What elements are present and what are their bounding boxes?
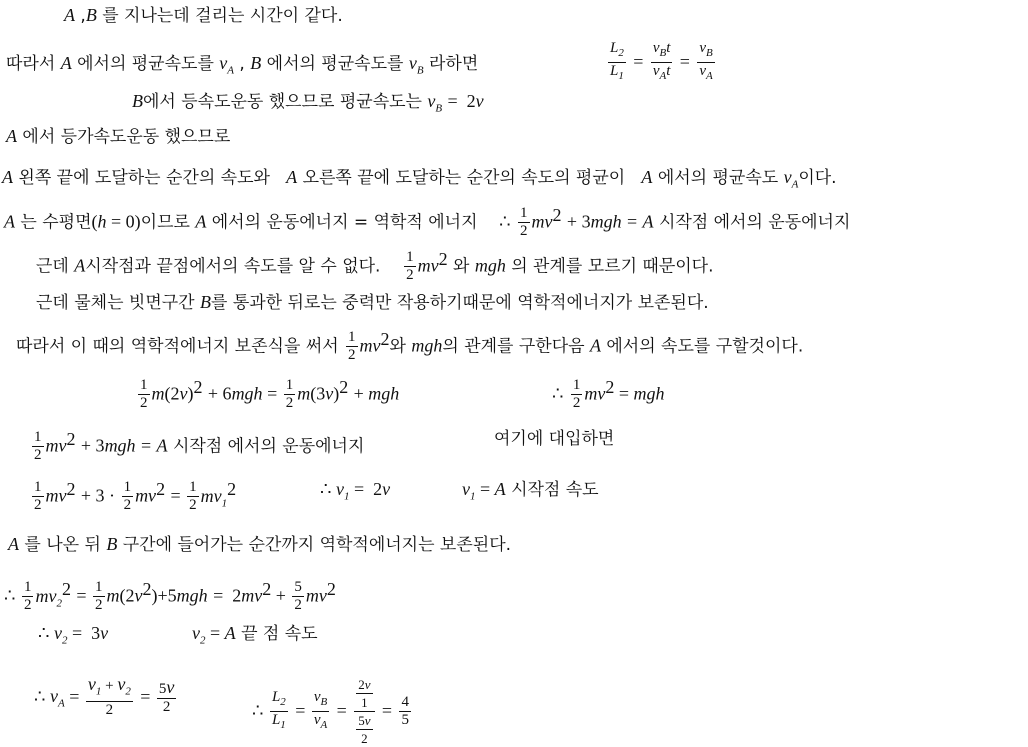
text-s7c: 와 (452, 256, 470, 277)
line-11: $\frac{1}{2}$ $mv^2 + 3mgh = A$ 시작점 에서의 운동에너지 (34, 429, 365, 464)
text-s8a: 근데 물체는 빗면구간 (36, 293, 195, 313)
text-s15a: 끝 점 속도 (241, 624, 318, 644)
text-s4: 에서 등가속도운동 했으므로 (22, 127, 231, 147)
line-3: B에서 등속도운동 했으므로 평균속도는 $v_B = 2v$ (132, 91, 484, 115)
line-12-note: $v_1 = A$ 시작점 속도 (462, 479, 599, 503)
text-s2a: 따라서 (6, 54, 56, 74)
line-15-note: $v_2 = A$ 끝 점 속도 (192, 623, 318, 647)
text-s6c: 에서의 운동에너지 = 역학적 에너지 (211, 212, 478, 233)
compound-fraction: $\frac{\frac{2v}{1}}{\frac{5v}{2}}$ (354, 676, 374, 747)
line-13: A 를 나온 뒤 B 구간에 들어가는 순간까지 역학적에너지는 보존된다. (8, 534, 512, 555)
line-6: A 는 수평면(h = 0)이므로 A 에서의 운동에너지 = 역학적 에너지 ∴ $\frac{1}{2}$ $mv^2 + 3mgh = A$ 시작점 에서의 운동에너지 (4, 205, 851, 240)
line-7: 근데 A시작점과 끝점에서의 속도를 알 수 없다. $\frac{1}{2}$ $mv^2$ 와 mgh 의 관계를 모르기 때문이다. (36, 249, 714, 284)
line-2: 따라서 A 에서의 평균속도를 $v_A$ , B 에서의 평균속도를 $v_B$ 라하면 (6, 53, 479, 77)
text-s7a: 근데 (36, 256, 69, 277)
text-s1: 를 지나는데 걸리는 시간이 같다. (102, 6, 343, 26)
text-s2d: 라하면 (428, 54, 479, 74)
line-12-result: ∴ $v_1 = 2v$ (320, 479, 391, 503)
text-s5a: 왼쪽 끝에 도달하는 순간의 속도와 (18, 168, 270, 188)
text-s5d: 이다. (798, 168, 837, 188)
line-8: 근데 물체는 빗면구간 B를 통과한 뒤로는 중력만 작용하기때문에 역학적에너지가 보존된다. (36, 292, 709, 313)
text-s6a: 는 수평면 (20, 212, 92, 233)
text-s11b: 여기에 대입하면 (494, 429, 615, 449)
text-s9c: 의 관계를 구한다음 (442, 336, 585, 357)
text-s6d: 시작점 에서의 운동에너지 (658, 212, 851, 233)
line-11b (494, 428, 614, 450)
line-16-ratio: ∴ $\frac{L_2}{L_1}$ = $\frac{v_B}{v_A}$ = $\frac{\frac{2v}{1}}{\frac{5v}{2}}$ = $\frac{4}{5}$ (252, 677, 409, 746)
text-s11a: 시작점 에서의 운동에너지 (172, 436, 365, 457)
text-s2b: 에서의 평균속도를 (77, 54, 214, 74)
line-10-result: ∴ $\frac{1}{2}$ $mv^2$ = mgh (552, 377, 665, 412)
line-1: A ,B 를 지나는데 걸리는 시간이 같다. (64, 5, 343, 26)
text-s3a: 에서 등속도운동 했으므로 평균속도는 (143, 92, 422, 112)
text-s13b: 구간에 들어가는 순간까지 역학적에너지는 보존된다. (122, 535, 512, 555)
line-9: 따라서 이 때의 역학적에너지 보존식을 써서 $\frac{1}{2}$ $mv^2$와 mgh의 관계를 구한다음 A 에서의 속도를 구할것이다. (16, 329, 804, 364)
text-s7b: 시작점과 끝점에서의 속도를 알 수 없다. (85, 256, 381, 277)
text-s9d: 에서의 속도를 구할것이다. (606, 336, 804, 357)
text-s13a: 를 나온 뒤 (24, 535, 101, 555)
line-10-equation: $\frac{1}{2}$ $m(2v)^2 + 6mgh$ = $\frac{1}{2}$ $m(3v)^2$ + mgh (140, 377, 400, 412)
line-16-va: ∴ $v_A$ = $\frac{v_1 + v_2}{2}$ = $\frac{5v}{2}$ (34, 674, 175, 718)
text-s9a: 따라서 이 때의 역학적에너지 보존식을 써서 (16, 336, 339, 357)
text-s6b: 이므로 (140, 212, 190, 233)
line-12: $\frac{1}{2}$ $mv^2 + 3$ · $\frac{1}{2}$ $mv^2$ = $\frac{1}{2}$ $mv_1^2$ (34, 479, 237, 514)
text-s12a: 시작점 속도 (511, 480, 599, 500)
line-14: ∴ $\frac{1}{2}$ $mv_2^2$ = $\frac{1}{2}$ $m(2v^2)+5mgh = 2mv^2$ + $\frac{5}{2}$ $mv^2$ (4, 579, 336, 614)
text-s7d: 의 관계를 모르기 때문이다. (511, 256, 714, 277)
text-s5b: 오른쪽 끝에 도달하는 순간의 속도의 평균이 (302, 168, 626, 188)
line-15: ∴ $v_2 = 3v$ (38, 623, 109, 647)
ratio-equation-1: $\frac{L_2}{L_1}$ = $\frac{v_Bt}{v_At}$ = $\frac{v_B}{v_A}$ (610, 40, 713, 82)
text-s5c: 에서의 평균속도 (657, 168, 779, 188)
text-s8b: 를 통과한 뒤로는 중력만 작용하기때문에 역학적에너지가 보존된다. (211, 293, 709, 313)
line-4: A 에서 등가속도운동 했으므로 (6, 126, 231, 147)
text-s2c: 에서의 평균속도를 (266, 54, 404, 74)
text-s9b: 와 (389, 336, 406, 357)
line-5: A 왼쪽 끝에 도달하는 순간의 속도와 A 오른쪽 끝에 도달하는 순간의 속도의 평균이 A 에서의 평균속도 $v_A$이다. (2, 167, 837, 191)
